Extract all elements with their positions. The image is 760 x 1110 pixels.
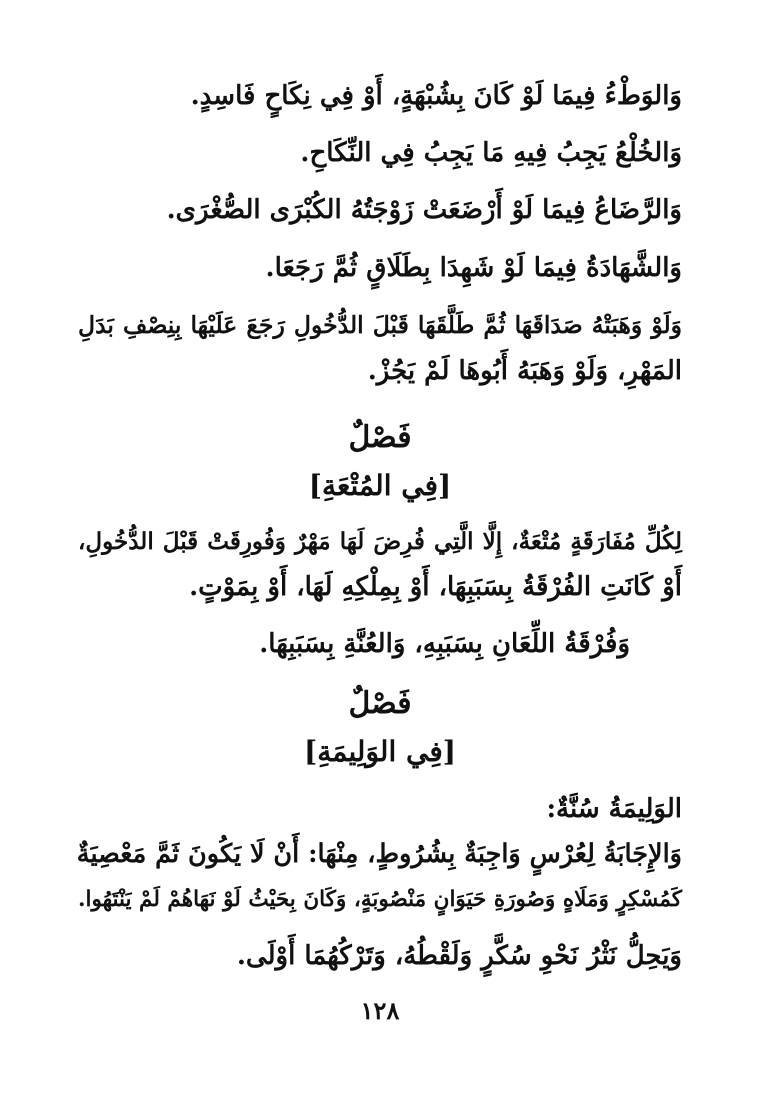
text-line: وَلَوْ وَهَبَتْهُ صَدَاقَهَا ثُمَّ طَلَّقَهَا قَبْلَ الدُّخُولِ رَجَعَ عَلَيْهَا بِنِصْفِ بَدَلِ [78,311,682,339]
text-line: وَالإِجَابَةُ لِعُرْسٍ وَاجِبَةٌ بِشُرُوطٍ، مِنْهَا: أَنْ لَا يَكُونَ ثَمَّ مَعْصِيَةٌ [76,839,682,869]
text-line: المَهْرِ، وَلَوْ وَهَبَهُ أَبُوهَا لَمْ يَجُزْ. [367,356,682,386]
text-line: وَفُرْقَةُ اللِّعَانِ بِسَبَبِهِ، وَالعُنَّةِ بِسَبَبِهَا. [259,629,630,659]
text-line: وَالرَّضَاعُ فِيمَا لَوْ أَرْضَعَتْ زَوْجَتُهُ الكُبْرَى الصُّغْرَى. [166,195,682,225]
page-number: ١٢٨ [360,996,400,1025]
text-line: كَمُسْكِرٍ وَمَلَاهٍ وَصُورَةِ حَيَوَانٍ مَنْصُوبَةٍ، وَكَانَ بِحَيْثُ لَوْ نَهَاهُمْ لَمْ يَنْتَهُوا. [78,887,682,912]
section-subheading: [فِي الوَلِيمَةِ] [304,735,456,768]
section-heading: فَصْلٌ [348,420,412,455]
text-line: وَيَحِلُّ نَثْرُ نَحْوِ سُكَّرٍ وَلَقْطُهُ، وَتَرْكُهُمَا أَوْلَى. [236,941,682,971]
section-subheading: [فِي المُتْعَةِ] [308,469,452,502]
text-line: أَوْ كَانَتِ الفُرْقَةُ بِسَبَبِهَا، أَوْ بِمِلْكِهِ لَهَا، أَوْ بِمَوْتٍ. [189,572,682,602]
text-line: وَالوَطْءُ فِيمَا لَوْ كَانَ بِشُبْهَةٍ، أَوْ فِي نِكَاحٍ فَاسِدٍ. [190,81,682,111]
text-line: لِكُلِّ مُفَارَقَةٍ مُتْعَةٌ، إِلَّا الَّتِي فُرِضَ لَهَا مَهْرٌ وَفُورِقَتْ قَبْلَ الدُّخُولِ، [78,528,682,555]
text-line: وَالشَّهَادَةُ فِيمَا لَوْ شَهِدَا بِطَلَاقٍ ثُمَّ رَجَعَا. [265,253,682,283]
text-line: وَالخُلْعُ يَجِبُ فِيهِ مَا يَجِبُ فِي النِّكَاحِ. [300,138,682,168]
text-line: الوَلِيمَةُ سُنَّةٌ: [546,794,682,824]
section-heading: فَصْلٌ [348,686,412,721]
